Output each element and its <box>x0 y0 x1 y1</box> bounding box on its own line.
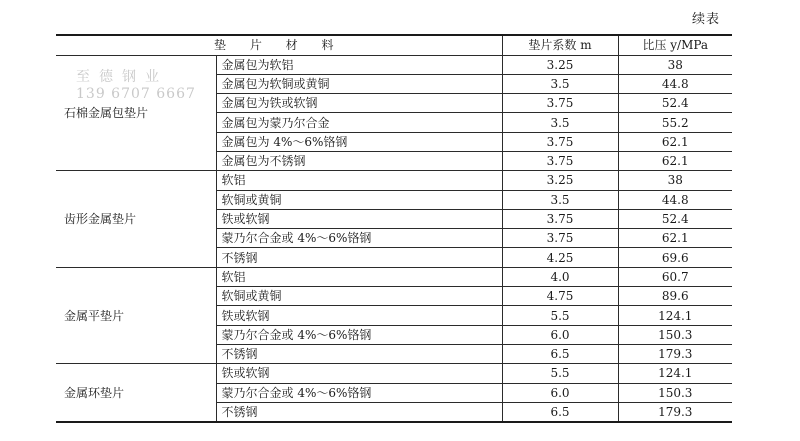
gasket-factor-cell: 5.5 <box>502 364 618 383</box>
gasket-factor-cell: 3.75 <box>502 132 618 151</box>
continued-label: 续表 <box>692 12 721 27</box>
table-row <box>56 364 732 383</box>
material-cell: 蒙乃尔合金或 4%～6%铬钢 <box>216 325 502 344</box>
material-cell: 蒙乃尔合金或 4%～6%铬钢 <box>216 383 502 402</box>
seating-stress-cell: 124.1 <box>618 364 732 383</box>
material-cell: 蒙乃尔合金或 4%～6%铬钢 <box>216 229 502 248</box>
watermark-phone: 139 6707 6667 <box>76 86 196 102</box>
material-cell: 铁或软钢 <box>216 306 502 325</box>
seating-stress-cell: 52.4 <box>618 94 732 113</box>
material-cell: 金属包为蒙乃尔合金 <box>216 113 502 132</box>
material-cell: 金属包为 4%～6%铬钢 <box>216 132 502 151</box>
watermark-company: 至德钢业 <box>76 69 168 85</box>
seating-stress-cell: 150.3 <box>618 325 732 344</box>
seating-stress-cell: 44.8 <box>618 74 732 93</box>
gasket-factor-cell: 6.5 <box>502 402 618 422</box>
material-cell: 软铝 <box>216 171 502 190</box>
material-cell: 金属包为软铝 <box>216 55 502 74</box>
seating-stress-cell: 150.3 <box>618 383 732 402</box>
table-row <box>56 55 732 74</box>
seating-stress-cell: 62.1 <box>618 229 732 248</box>
gasket-group-name: 金属平垫片 <box>56 267 216 363</box>
material-cell: 金属包为铁或软钢 <box>216 94 502 113</box>
gasket-factor-cell: 3.25 <box>502 171 618 190</box>
table-row <box>56 267 732 286</box>
seating-stress-cell: 179.3 <box>618 344 732 363</box>
gasket-factor-cell: 6.5 <box>502 344 618 363</box>
gasket-factor-cell: 3.75 <box>502 151 618 170</box>
gasket-group-name: 石棉金属包垫片 <box>56 55 216 171</box>
seating-stress-cell: 62.1 <box>618 132 732 151</box>
material-cell: 软铜或黄铜 <box>216 190 502 209</box>
seating-stress-cell: 89.6 <box>618 287 732 306</box>
gasket-factor-cell: 5.5 <box>502 306 618 325</box>
seating-stress-cell: 38 <box>618 55 732 74</box>
gasket-factor-cell: 3.75 <box>502 229 618 248</box>
seating-stress-cell: 38 <box>618 171 732 190</box>
material-cell: 金属包为不锈钢 <box>216 151 502 170</box>
gasket-factor-cell: 3.25 <box>502 55 618 74</box>
gasket-factor-cell: 3.75 <box>502 209 618 228</box>
gasket-factor-cell: 3.75 <box>502 94 618 113</box>
material-cell: 软铜或黄铜 <box>216 287 502 306</box>
table-header-row <box>56 35 732 55</box>
material-cell: 不锈钢 <box>216 248 502 267</box>
material-cell: 不锈钢 <box>216 402 502 422</box>
gasket-group-name: 金属环垫片 <box>56 364 216 422</box>
gasket-factor-cell: 4.0 <box>502 267 618 286</box>
header-gasket-factor: 垫片系数 m <box>502 35 618 55</box>
gasket-factor-cell: 4.25 <box>502 248 618 267</box>
gasket-factor-cell: 6.0 <box>502 383 618 402</box>
seating-stress-cell: 55.2 <box>618 113 732 132</box>
material-cell: 软铝 <box>216 267 502 286</box>
gasket-factor-cell: 6.0 <box>502 325 618 344</box>
table-row <box>56 171 732 190</box>
seating-stress-cell: 52.4 <box>618 209 732 228</box>
seating-stress-cell: 69.6 <box>618 248 732 267</box>
gasket-group-name: 齿形金属垫片 <box>56 171 216 267</box>
material-cell: 铁或软钢 <box>216 364 502 383</box>
material-cell: 铁或软钢 <box>216 209 502 228</box>
seating-stress-cell: 44.8 <box>618 190 732 209</box>
header-seating-stress: 比压 y/MPa <box>618 35 732 55</box>
gasket-factor-cell: 3.5 <box>502 74 618 93</box>
gasket-factor-table <box>56 34 732 423</box>
seating-stress-cell: 60.7 <box>618 267 732 286</box>
table-body <box>56 55 732 422</box>
seating-stress-cell: 62.1 <box>618 151 732 170</box>
seating-stress-cell: 124.1 <box>618 306 732 325</box>
gasket-factor-cell: 4.75 <box>502 287 618 306</box>
header-material: 垫 片 材 料 <box>56 35 502 55</box>
material-cell: 金属包为软铜或黄铜 <box>216 74 502 93</box>
material-cell: 不锈钢 <box>216 344 502 363</box>
seating-stress-cell: 179.3 <box>618 402 732 422</box>
gasket-factor-cell: 3.5 <box>502 190 618 209</box>
gasket-factor-cell: 3.5 <box>502 113 618 132</box>
